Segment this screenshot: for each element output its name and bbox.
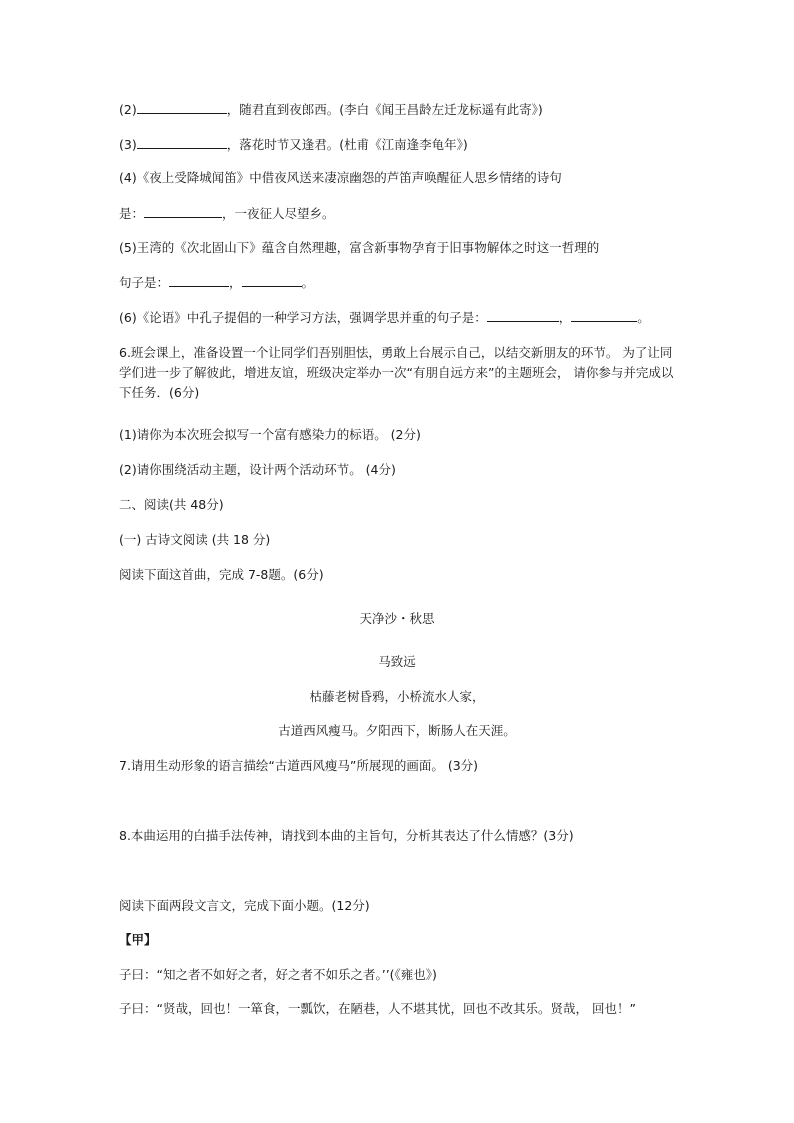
fill-question-4-answer: 是： ，一夜征人尽望乡。 [119,206,335,221]
answer-blank[interactable] [144,205,222,218]
classical-instruction: 阅读下面两段文言文，完成下面小题。(12分) [119,898,370,913]
question-6-sub2: (2)请你围绕活动主题，设计两个活动环节。 (4分) [119,462,396,477]
answer-blank[interactable] [137,101,227,114]
answer-blank[interactable] [487,309,559,322]
section-2-subtitle: (一) 古诗文阅读 (共 18 分) [119,532,271,547]
poem-title: 天净沙・秋思 [359,611,435,626]
poem-instruction: 阅读下面这首曲，完成 7-8题。(6分) [119,567,324,582]
question-7: 7.请用生动形象的语言描绘“古道西风瘦马”所展现的画面。 (3分) [119,758,479,773]
question-8: 8.本曲运用的白描手法传神，请找到本曲的主旨句，分析其表达了什么情感？(3分) [119,828,574,843]
fill-question-4-text: (4)《夜上受降城闻笛》中借夜风送来凄凉幽怨的芦笛声唤醒征人思乡情绪的诗句 [119,170,562,185]
answer-blank[interactable] [571,309,637,322]
poem-line-1: 枯藤老树昏鸦，小桥流水人家， [309,689,485,704]
question-6-text: 6.班会课上，准备设置一个让同学们吾别胆怯，勇敢上台展示自己，以结交新朋友的环节。 为了让同学们进一步了解彼此，增进友谊，班级决定举办一次“有朋自远方来”的主题班会， 请你参与并完成以下任务．(6分) [119,345,674,400]
passage-jia-line-1: 子曰：“知之者不如好之者，好之者不如乐之者。’’(《雍也》) [119,967,437,982]
answer-blank[interactable] [242,274,302,287]
poem-author: 马致远 [378,654,416,669]
fill-question-6: (6)《论语》中孔子提倡的一种学习方法，强调学思并重的句子是： ， 。 [119,310,650,325]
poem-line-2: 古道西风瘦马。夕阳西下，断肠人在天涯。 [278,723,516,738]
passage-jia-label: 【甲】 [119,932,157,947]
question-6-sub1: (1)请你为本次班会拟写一个富有感染力的标语。 (2分) [119,427,421,442]
section-2-title: 二、阅读(共 48分) [119,497,224,512]
passage-jia-line-2: 子曰：“贤哉，回也！一箪食，一瓢饮，在陋巷，人不堪其忧，回也不改其乐。贤哉， 回也！” [119,1001,636,1016]
answer-blank[interactable] [169,274,229,287]
fill-question-2: (2) ，随君直到夜郎西。(李白《闻王昌龄左迁龙标遥有此寄》) [119,102,543,117]
answer-blank[interactable] [137,136,227,149]
fill-question-3: (3) ，落花时节又逢君。(杜甫《江南逢李龟年》) [119,137,468,152]
fill-question-5-answer: 句子是： ， 。 [119,275,315,290]
fill-question-5-text: (5)王湾的《次北固山下》蕴含自然理趣，富含新事物孕育于旧事物解体之时这一哲理的 [119,240,600,255]
